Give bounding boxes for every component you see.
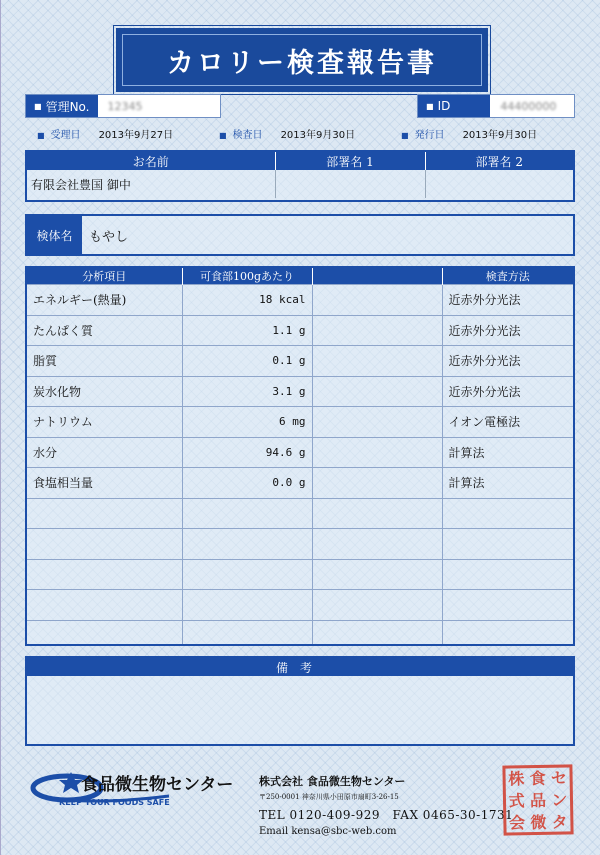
company-seal: [502, 764, 573, 835]
seal-char: 品: [529, 790, 547, 811]
results-header-row: [27, 268, 573, 285]
result-item: 水分: [27, 437, 182, 468]
company-address: 〒250-0001 神奈川県小田原市扇町3-26-15: [259, 793, 399, 801]
issued-date-value: 2013年9月30日: [462, 129, 538, 141]
title-band: [116, 28, 488, 92]
mgmt-no-field: [25, 94, 221, 118]
results-header-cell: 分析項目: [27, 268, 182, 285]
names-header-cell: お名前: [27, 152, 275, 170]
company-logo: [29, 766, 244, 810]
seal-char: 式: [508, 791, 525, 811]
result-spacer: [312, 620, 442, 646]
result-method: [442, 559, 573, 590]
result-value: [182, 620, 312, 646]
table-row: [27, 376, 573, 407]
results-header-cell: [312, 268, 442, 285]
department-2: [425, 170, 573, 198]
seal-char: セ: [550, 768, 568, 788]
result-item: [27, 498, 182, 529]
id-value: 44400000: [500, 99, 557, 113]
names-header-cell: 部署名 1: [275, 152, 425, 170]
company-tel-fax: TEL 0120-409-929 FAX 0465-30-1731: [259, 808, 514, 822]
seal-char: 会: [508, 813, 526, 833]
seal-char: 微: [530, 812, 547, 833]
inspected-date-value: 2013年9月30日: [280, 129, 356, 141]
table-row: [27, 620, 573, 646]
result-item: たんぱく質: [27, 315, 182, 346]
results-body: [27, 285, 573, 647]
result-value: [182, 529, 312, 560]
names-section: [25, 150, 575, 202]
result-item: 食塩相当量: [27, 468, 182, 499]
table-row: [27, 468, 573, 499]
inspected-date-row: [219, 126, 355, 140]
result-method: [442, 498, 573, 529]
result-item: 脂質: [27, 346, 182, 377]
result-spacer: [312, 468, 442, 499]
result-item: ナトリウム: [27, 407, 182, 438]
department-1: [275, 170, 425, 198]
seal-char: 株: [508, 769, 525, 789]
specimen-label: 検体名: [27, 216, 82, 254]
table-row: [27, 407, 573, 438]
result-method: [442, 590, 573, 621]
result-method: イオン電極法: [442, 407, 573, 438]
result-value: 3.1 g: [182, 376, 312, 407]
table-row: [27, 529, 573, 560]
table-row: [27, 285, 573, 316]
result-value: [182, 559, 312, 590]
result-spacer: [312, 559, 442, 590]
specimen-value: もやし: [89, 230, 129, 245]
id-field: [417, 94, 575, 118]
seal-char: タ: [551, 812, 568, 832]
id-label: ■ ID: [418, 95, 490, 117]
result-value: 0.0 g: [182, 468, 312, 499]
names-value-row: [27, 170, 573, 198]
result-method: [442, 529, 573, 560]
table-row: [27, 559, 573, 590]
company-email: Email kensa@sbc-web.com: [259, 826, 397, 837]
result-item: [27, 590, 182, 621]
result-spacer: [312, 376, 442, 407]
result-method: 近赤外分光法: [442, 315, 573, 346]
received-date-label: ■ 受理日: [37, 126, 81, 141]
seal-char: 食: [529, 768, 546, 789]
customer-name: 有限会社豊国 御中: [27, 170, 275, 198]
result-spacer: [312, 315, 442, 346]
result-spacer: [312, 346, 442, 377]
result-spacer: [312, 529, 442, 560]
result-value: 18 kcal: [182, 285, 312, 316]
result-item: [27, 559, 182, 590]
result-method: [442, 620, 573, 646]
result-spacer: [312, 285, 442, 316]
remarks-label: 備考: [27, 658, 573, 676]
issued-date-row: [401, 126, 537, 140]
result-method: 計算法: [442, 468, 573, 499]
result-item: [27, 529, 182, 560]
results-section: [25, 266, 575, 646]
logo-tagline: KEEP YOUR FOODS SAFE: [59, 798, 170, 807]
result-item: 炭水化物: [27, 376, 182, 407]
table-row: [27, 590, 573, 621]
remarks-value: [27, 676, 573, 688]
result-spacer: [312, 590, 442, 621]
result-value: 0.1 g: [182, 346, 312, 377]
result-item: [27, 620, 182, 646]
result-value: [182, 590, 312, 621]
results-header-cell: 可食部100gあたり: [182, 268, 312, 285]
company-info: [259, 773, 513, 837]
table-row: [27, 498, 573, 529]
result-value: 6 mg: [182, 407, 312, 438]
table-row: [27, 346, 573, 377]
result-method: 近赤外分光法: [442, 346, 573, 377]
seal-char: ン: [551, 790, 568, 810]
names-table: [27, 152, 573, 198]
specimen-section: [25, 214, 575, 256]
result-spacer: [312, 498, 442, 529]
result-spacer: [312, 407, 442, 438]
result-value: [182, 498, 312, 529]
inspected-date-label: ■ 検査日: [219, 126, 263, 141]
result-method: 近赤外分光法: [442, 376, 573, 407]
issued-date-label: ■ 発行日: [401, 126, 445, 141]
result-value: 1.1 g: [182, 315, 312, 346]
received-date-row: [37, 126, 173, 140]
result-method: 近赤外分光法: [442, 285, 573, 316]
logo-name: 食品微生物センター: [81, 775, 234, 795]
result-item: エネルギー(熱量): [27, 285, 182, 316]
mgmt-no-value: 12345: [107, 99, 143, 113]
table-row: [27, 315, 573, 346]
remarks-section: [25, 656, 575, 746]
results-table: [27, 268, 573, 646]
company-name: 株式会社 食品微生物センター: [259, 775, 406, 788]
results-header-cell: 検査方法: [442, 268, 573, 285]
result-value: 94.6 g: [182, 437, 312, 468]
names-header-cell: 部署名 2: [425, 152, 573, 170]
mgmt-no-label: ■ 管理No.: [26, 95, 98, 117]
result-method: 計算法: [442, 437, 573, 468]
received-date-value: 2013年9月27日: [98, 129, 174, 141]
result-spacer: [312, 437, 442, 468]
page-title: カロリー検査報告書: [167, 47, 437, 79]
names-header-row: [27, 152, 573, 170]
table-row: [27, 437, 573, 468]
